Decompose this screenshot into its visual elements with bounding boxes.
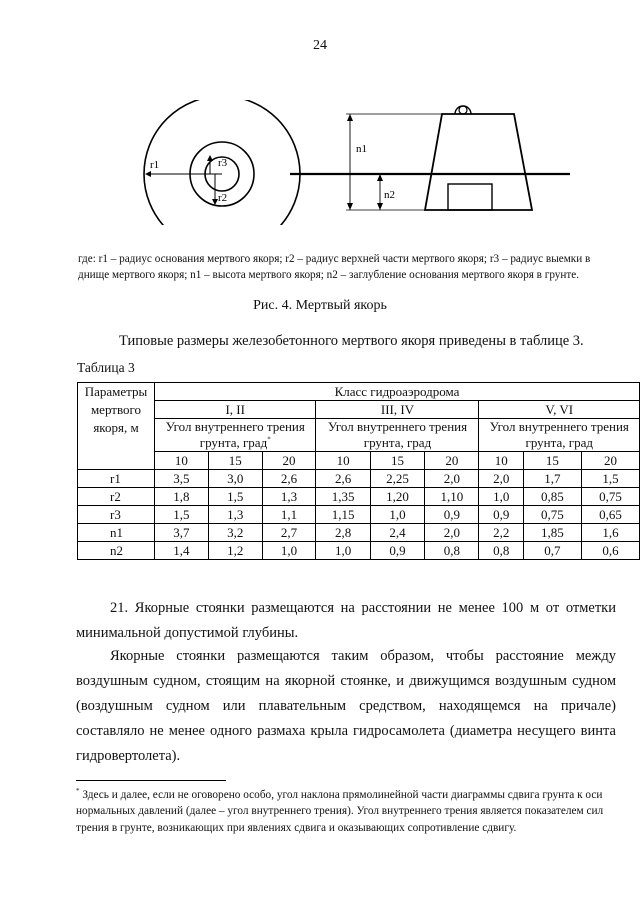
table-cell: 0,7	[523, 542, 581, 560]
table-row	[78, 524, 640, 542]
table-body	[78, 470, 640, 560]
table-cell: 2,0	[479, 470, 523, 488]
table-cell: 2,6	[262, 470, 316, 488]
table-cell: 1,2	[208, 542, 262, 560]
table-cell: 2,0	[425, 470, 479, 488]
table-cell: 1,0	[370, 506, 424, 524]
angle-value: 10	[479, 452, 523, 470]
table-row	[78, 506, 640, 524]
table-cell: 0,75	[581, 488, 639, 506]
intro-paragraph: Типовые размеры железобетонного мертвого якоря приведены в таблице 3.	[119, 333, 584, 349]
table-cell: 2,8	[316, 524, 370, 542]
table-cell: 3,7	[155, 524, 209, 542]
label-n2: n2	[384, 189, 395, 201]
angle-value: 15	[208, 452, 262, 470]
table-cell: 0,6	[581, 542, 639, 560]
angle-header: Угол внутреннего трения грунта, град	[316, 419, 479, 452]
angles-row	[78, 452, 640, 470]
angle-value: 15	[523, 452, 581, 470]
row-param-name: r3	[78, 506, 155, 524]
table-cell: 3,2	[208, 524, 262, 542]
page-number: 24	[313, 38, 327, 53]
label-n1: n1	[356, 143, 367, 155]
table-cell: 3,5	[155, 470, 209, 488]
table-cell: 1,0	[479, 488, 523, 506]
table-cell: 0,8	[425, 542, 479, 560]
angle-value: 10	[316, 452, 370, 470]
table-cell: 2,25	[370, 470, 424, 488]
anchor-dimensions-table	[77, 382, 640, 560]
table-cell: 2,6	[316, 470, 370, 488]
anchor-ring-icon	[455, 106, 471, 114]
footnote-mark: *	[76, 787, 80, 795]
table-cell: 1,15	[316, 506, 370, 524]
table-cell: 0,9	[479, 506, 523, 524]
param-header: Параметры мертвого якоря, м	[78, 383, 155, 470]
table-row	[78, 542, 640, 560]
table-cell: 1,10	[425, 488, 479, 506]
row-param-name: r2	[78, 488, 155, 506]
angle-value: 10	[155, 452, 209, 470]
table-cell: 2,4	[370, 524, 424, 542]
table-cell: 3,0	[208, 470, 262, 488]
table-cell: 0,9	[425, 506, 479, 524]
class-group: I, II	[155, 401, 316, 419]
angle-value: 20	[581, 452, 639, 470]
angle-value: 20	[262, 452, 316, 470]
table-cell: 0,85	[523, 488, 581, 506]
dead-anchor-figure	[120, 100, 580, 225]
row-param-name: n1	[78, 524, 155, 542]
table-cell: 1,7	[523, 470, 581, 488]
table-cell: 1,5	[208, 488, 262, 506]
table-cell: 1,5	[155, 506, 209, 524]
anchor-recess	[448, 184, 492, 210]
table-cell: 1,6	[581, 524, 639, 542]
table-row	[78, 470, 640, 488]
table-cell: 0,75	[523, 506, 581, 524]
table-cell: 1,85	[523, 524, 581, 542]
angle-header: Угол внутреннего трения грунта, град*	[155, 419, 316, 452]
table-label: Таблица 3	[77, 360, 135, 375]
table-cell: 1,0	[262, 542, 316, 560]
label-r1: r1	[150, 159, 160, 171]
row-param-name: r1	[78, 470, 155, 488]
footnote: * Здесь и далее, если не оговорено особо, угол наклона прямолинейной части диаграммы сдвига грунта к оси нормальных давлений (далее – угол внутреннего трения). Угол внутреннего трения является показателем сил трения в грунте, возникающих при явлениях сдвига и оказывающих сопротивление сдвигу.	[76, 787, 604, 834]
table-cell: 1,3	[262, 488, 316, 506]
class-group: III, IV	[316, 401, 479, 419]
anchor-side-profile	[425, 114, 532, 210]
table-cell: 1,1	[262, 506, 316, 524]
table-cell: 2,7	[262, 524, 316, 542]
table-cell: 0,9	[370, 542, 424, 560]
paragraph-21: 21. Якорные стоянки размещаются на расстоянии не менее 100 м от отметки минимальной допустимой глубины.	[76, 600, 616, 641]
table-cell: 0,65	[581, 506, 639, 524]
footnote-marker: *	[267, 435, 271, 444]
table-cell: 2,2	[479, 524, 523, 542]
table-cell: 0,8	[479, 542, 523, 560]
table-cell: 1,8	[155, 488, 209, 506]
footnote-divider	[76, 780, 226, 781]
class-group: V, VI	[479, 401, 640, 419]
table-cell: 1,20	[370, 488, 424, 506]
table-cell: 1,0	[316, 542, 370, 560]
angle-value: 20	[425, 452, 479, 470]
figure-legend: где: r1 – радиус основания мертвого якоря; r2 – радиус верхней части мертвого якоря; r3 – радиус выемки в днище мертвого якоря; n1 – высота мертвого якоря; n2 – заглубление основания мертвого якоря в грунте.	[78, 253, 591, 281]
label-r3: r3	[218, 157, 228, 169]
table-cell: 1,4	[155, 542, 209, 560]
paragraph-21-continued: Якорные стоянки размещаются таким образом, чтобы расстояние между воздушным судном, стоящим на якорной стоянке, и движущимся воздушным судном (воздушным судном или плавательным средством, находящемся на причале) составляло не менее одного размаха крыла гидросамолета (диаметра несущего винта гидровертолета).	[76, 648, 616, 764]
table-cell: 1,5	[581, 470, 639, 488]
row-param-name: n2	[78, 542, 155, 560]
label-r2: r2	[218, 192, 228, 204]
figure-caption: Рис. 4. Мертвый якорь	[253, 298, 387, 313]
table-cell: 2,0	[425, 524, 479, 542]
table-cell: 1,35	[316, 488, 370, 506]
class-header: Класс гидроаэродрома	[155, 383, 640, 401]
angle-header: Угол внутреннего трения грунта, град	[479, 419, 640, 452]
table-row	[78, 488, 640, 506]
table-cell: 1,3	[208, 506, 262, 524]
angle-value: 15	[370, 452, 424, 470]
